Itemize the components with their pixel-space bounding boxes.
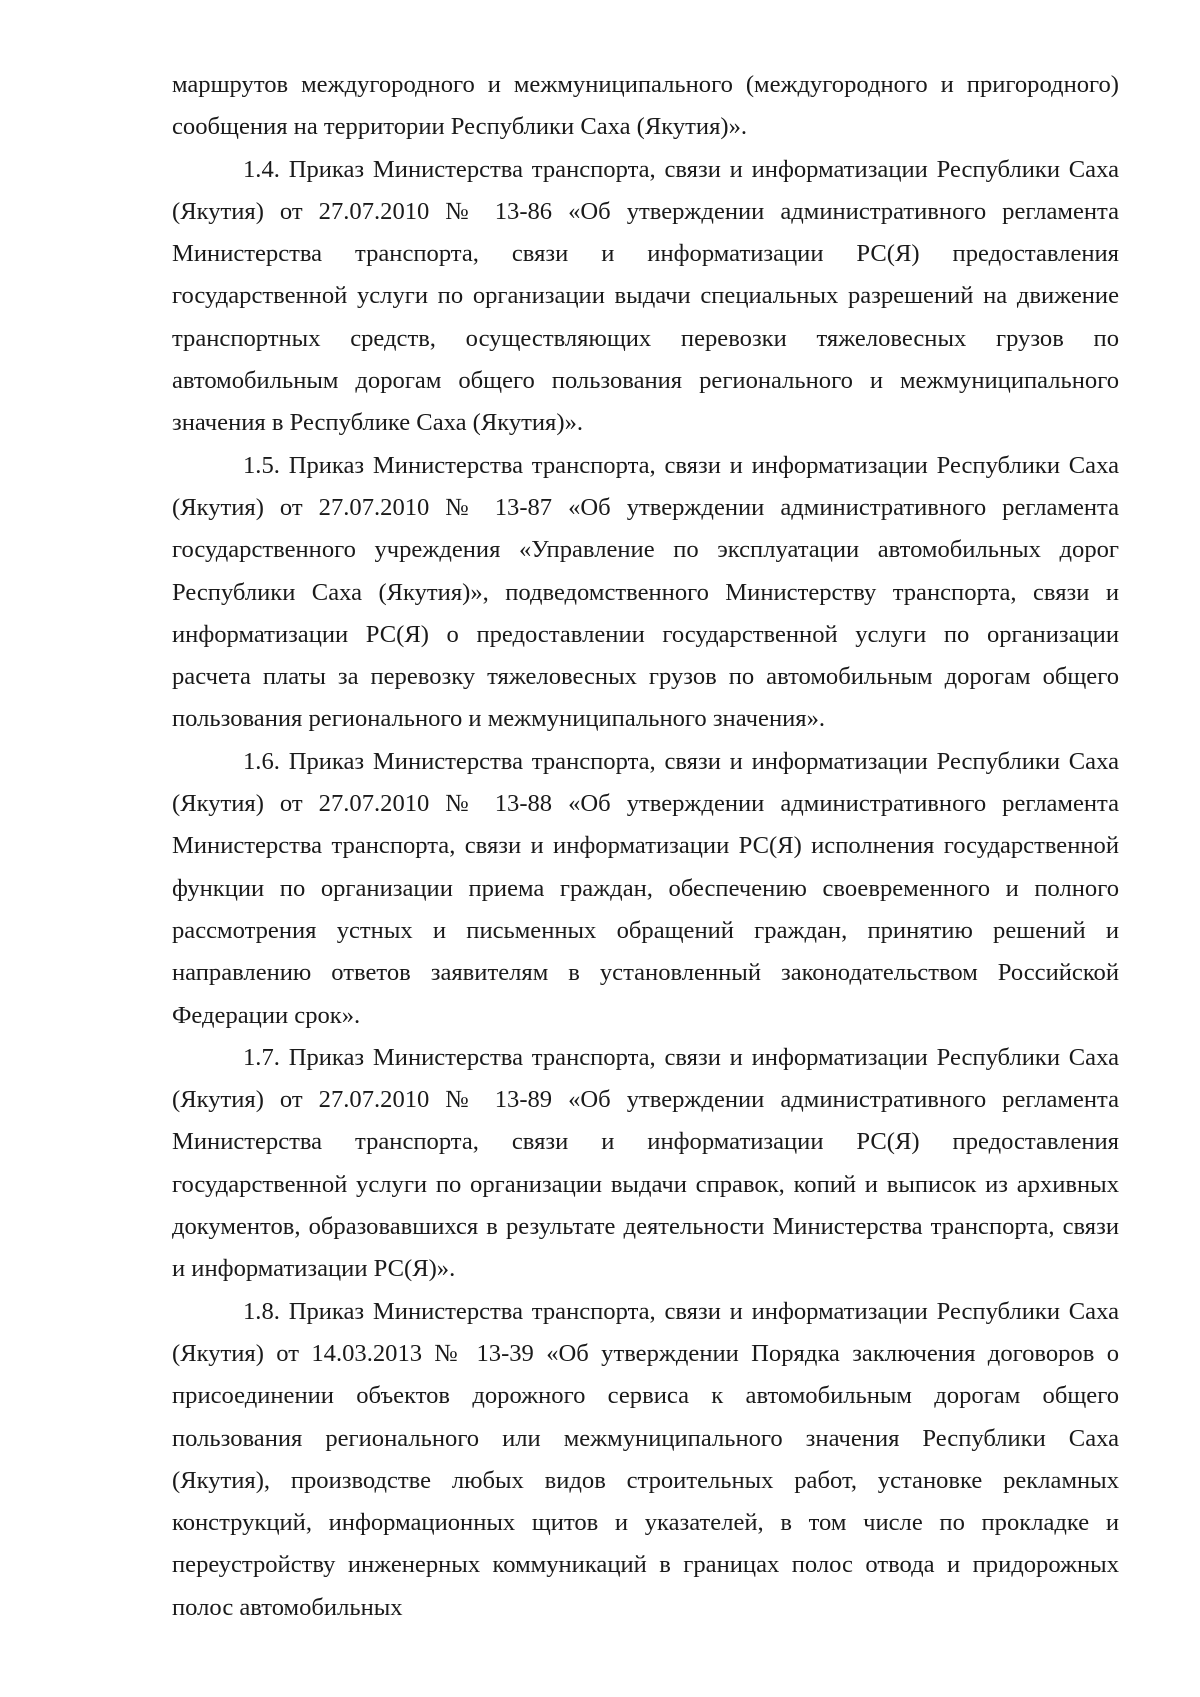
paragraph-1-8: 1.8. Приказ Министерства транспорта, связи и информатизации Республики Саха (Якутия) от 14.03.2013 № 13-39 «Об утверждении Порядка заключения договоров о присоединении объектов дорожного сервиса к автомобильным дорогам общего пользования регионального или межмуниципального значения Республики Саха (Якутия), производстве любых видов строительных работ, установке рекламных конструкций, информационных щитов и указателей, в том числе по прокладке и переустройству инженерных коммуникаций в границах полос отвода и придорожных полос автомобильных [172, 1297, 1119, 1621]
paragraph-1-7: 1.7. Приказ Министерства транспорта, связи и информатизации Республики Саха (Якутия) от 27.07.2010 № 13-89 «Об утверждении административного регламента Министерства транспорта, связи и информатизации РС(Я) предоставления государственной услуги по организации выдачи справок, копий и выписок из архивных документов, образовавшихся в результате деятельности Министерства транспорта, связи и информатизации РС(Я)». [172, 1043, 1119, 1283]
document-page [172, 64, 1119, 1629]
paragraph-continuation: маршрутов междугородного и межмуниципального (междугородного и пригородного) сообщения на территории Республики Саха (Якутия)». [172, 71, 1119, 141]
paragraph-1-5: 1.5. Приказ Министерства транспорта, связи и информатизации Республики Саха (Якутия) от 27.07.2010 № 13-87 «Об утверждении административного регламента государственного учреждения «Управление по эксплуатации автомобильных дорог Республики Саха (Якутия)», подведомственного Министерству транспорта, связи и информатизации РС(Я) о предоставлении государственной услуги по организации расчета платы за перевозку тяжеловесных грузов по автомобильным дорогам общего пользования регионального и межмуниципального значения». [172, 451, 1119, 733]
paragraph-1-6: 1.6. Приказ Министерства транспорта, связи и информатизации Республики Саха (Якутия) от 27.07.2010 № 13-88 «Об утверждении административного регламента Министерства транспорта, связи и информатизации РС(Я) исполнения государственной функции по организации приема граждан, обеспечению своевременного и полного рассмотрения устных и письменных обращений граждан, принятию решений и направлению ответов заявителям в установленный законодательством Российской Федерации срок». [172, 747, 1119, 1029]
paragraph-1-4: 1.4. Приказ Министерства транспорта, связи и информатизации Республики Саха (Якутия) от 27.07.2010 № 13-86 «Об утверждении административного регламента Министерства транспорта, связи и информатизации РС(Я) предоставления государственной услуги по организации выдачи специальных разрешений на движение транспортных средств, осуществляющих перевозки тяжеловесных грузов по автомобильным дорогам общего пользования регионального и межмуниципального значения в Республике Саха (Якутия)». [172, 155, 1119, 437]
